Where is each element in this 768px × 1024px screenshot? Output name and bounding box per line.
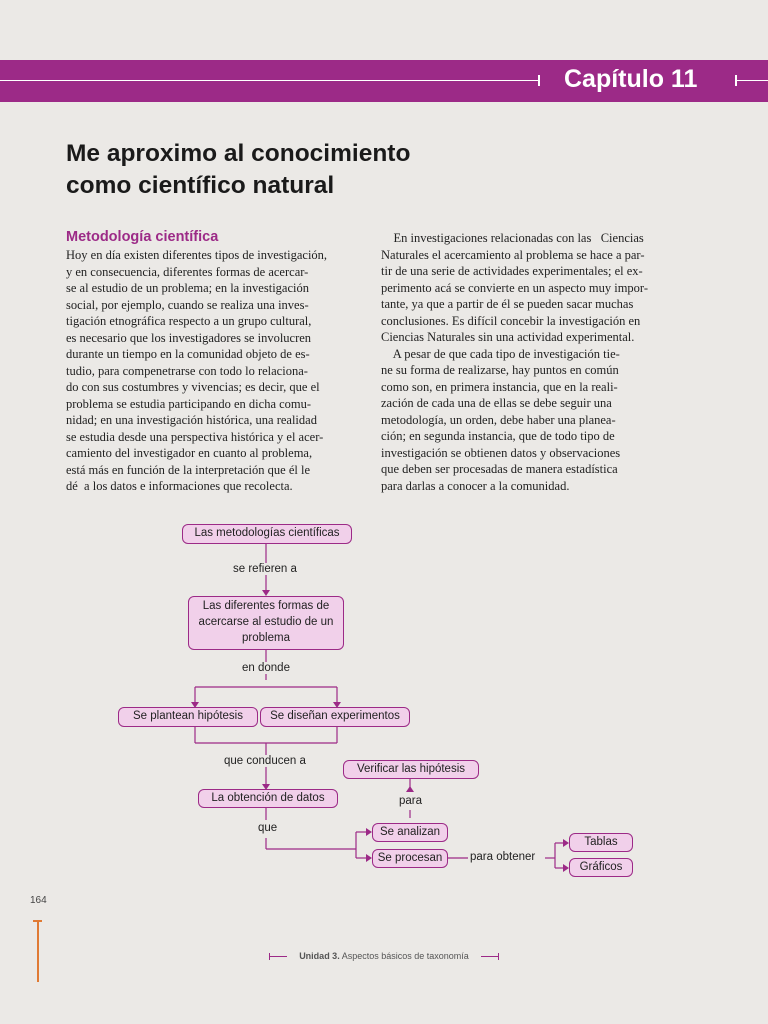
- text-line: nidad; en una investigación histórica, una realidad: [66, 413, 317, 427]
- text-line: durante un tiempo en la comunidad objeto de es-: [66, 347, 310, 361]
- text-line: dé a los datos e informaciones que recolecta.: [66, 479, 293, 493]
- node-analizan: Se analizan: [372, 823, 448, 842]
- text-line: para darlas a conocer a la comunidad.: [381, 478, 570, 493]
- link-para-obtener: para obtener: [470, 851, 536, 863]
- text-line: A pesar de que cada tipo de investigación tie-: [381, 346, 620, 361]
- page-title-line-1: Me aproximo al conocimiento: [66, 140, 411, 167]
- text-line: tir de una serie de actividades experimentales; el ex-: [381, 264, 643, 278]
- text-line: tigación etnográfica respecto a un grupo cultural,: [66, 314, 312, 328]
- text-line: Naturales el acercamiento al problema se hace a par-: [381, 247, 645, 262]
- text-line: perimento acá se convierte en un aspecto muy impor-: [381, 280, 649, 295]
- node-tablas: Tablas: [569, 833, 633, 852]
- text-line: conclusiones. Es difícil concebir la investigación en: [381, 313, 641, 328]
- text-line: investigación se obtienen datos y observaciones: [381, 445, 621, 460]
- node-verificar: Verificar las hipótesis: [343, 760, 479, 779]
- text-line: zación de cada una de ellas se debe seguir una: [381, 396, 612, 410]
- node-metodologias: Las metodologías científicas: [182, 524, 352, 544]
- text-line: se al estudio de un problema; en la investigación: [66, 281, 309, 295]
- text-line: ción; en segunda instancia, que de todo tipo de: [381, 429, 615, 443]
- text-line: problema se estudia participando en dicha comu-: [66, 396, 312, 411]
- link-para: para: [399, 795, 423, 807]
- text-line: metodología, un orden, debe haber una planea-: [381, 412, 616, 427]
- text-line: tudio, para compenetrarse con todo lo relaciona-: [66, 363, 308, 378]
- text-line: social, por ejemplo, cuando se realiza una inves-: [66, 297, 309, 312]
- page-number: 164: [30, 895, 47, 906]
- footer-subject: Aspectos básicos de taxonomía: [341, 951, 469, 961]
- text-line: Ciencias Naturales sin una actividad experimental.: [381, 330, 635, 344]
- chapter-title: Capítulo 11: [564, 65, 698, 93]
- text-line: tante, ya que a partir de él se pueden sacar muchas: [381, 297, 634, 311]
- text-line: se estudia desde una perspectiva histórica y el acer-: [66, 429, 324, 444]
- node-hipotesis: Se plantean hipótesis: [118, 707, 258, 727]
- text-line: que deben ser procesadas de manera estadística: [381, 462, 618, 476]
- section-heading: Metodología científica: [66, 229, 219, 245]
- text-line: como son, en primera instancia, que en la reali-: [381, 379, 618, 394]
- text-line: es necesario que los investigadores se involucren: [66, 330, 312, 345]
- node-experimentos: Se diseñan experimentos: [260, 707, 410, 727]
- footer-mark-right: [481, 956, 499, 958]
- footer: [0, 951, 768, 961]
- text-line: Hoy en día existen diferentes tipos de investigación,: [66, 248, 328, 262]
- link-se-refieren: se refieren a: [233, 563, 297, 575]
- text-line: En investigaciones relacionadas con las Ciencias: [381, 231, 644, 245]
- page-title-line-2: como científico natural: [66, 172, 335, 199]
- link-que-conducen: que conducen a: [224, 755, 306, 767]
- text-line: está más en función de la interpretación que él le: [66, 462, 310, 477]
- node-graficos: Gráficos: [569, 858, 633, 877]
- text-line: camiento del investigador en cuanto al problema,: [66, 446, 313, 460]
- text-line: y en consecuencia, diferentes formas de acercar-: [66, 264, 309, 279]
- node-obtencion: La obtención de datos: [198, 789, 338, 808]
- node-formas: Las diferentes formas de acercarse al estudio de un problema: [188, 596, 344, 650]
- text-line: ne su forma de realizarse, hay puntos en común: [381, 363, 619, 377]
- link-en-donde: en donde: [242, 662, 290, 674]
- link-que: que: [258, 822, 278, 834]
- footer-mark-left: [269, 956, 287, 958]
- text-line: do con sus costumbres y vivencias; es decir, que el: [66, 380, 320, 394]
- footer-unit: Unidad 3.: [299, 951, 340, 961]
- node-procesan: Se procesan: [372, 849, 448, 868]
